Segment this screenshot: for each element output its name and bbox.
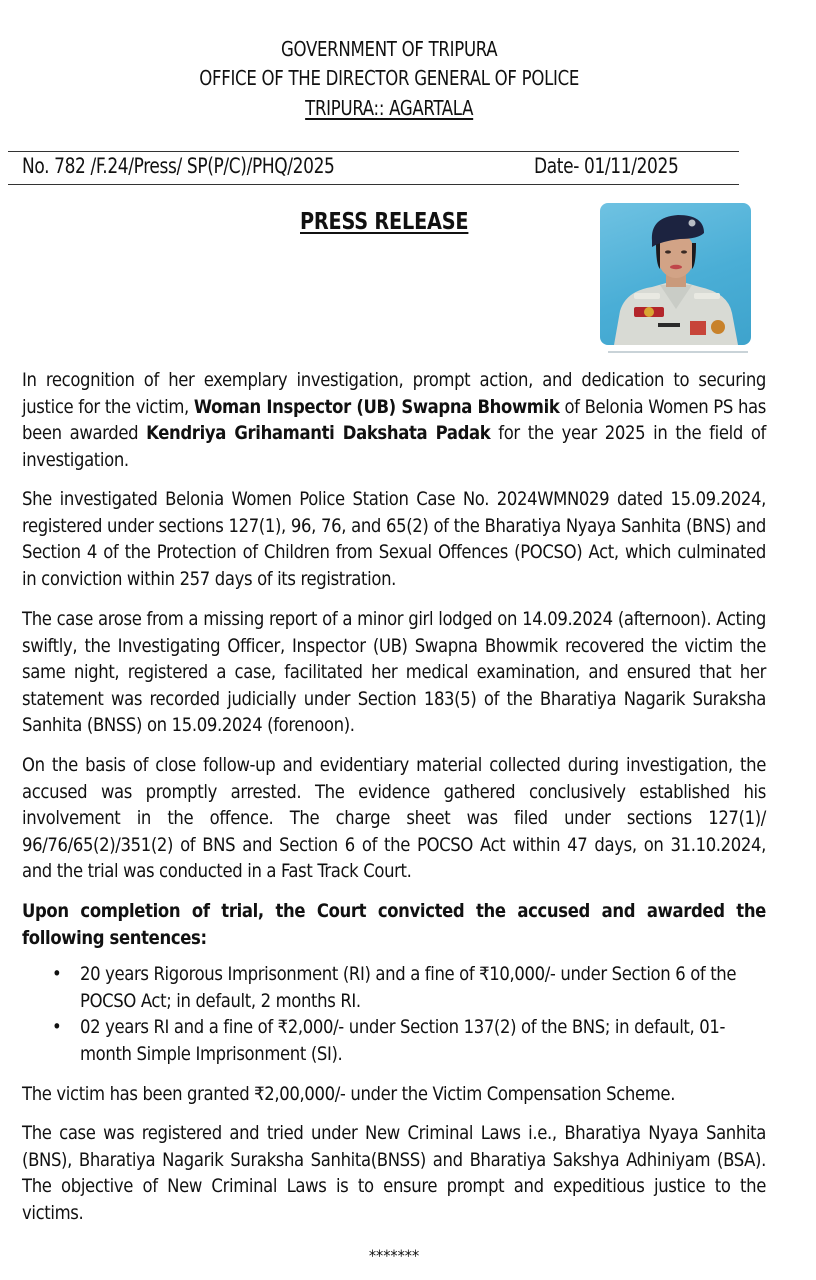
officer-photo xyxy=(600,203,753,355)
reference-number: No. 782 /F.24/Press/ SP(P/C)/PHQ/2025 xyxy=(22,154,335,178)
divider-bottom xyxy=(8,184,739,185)
divider-top xyxy=(8,151,739,152)
list-item: • 02 years RI and a fine of ₹2,000/- under Section 137(2) of the BNS; in default, 01-month Simple Imprisonment (SI). xyxy=(52,1017,726,1065)
officer-name: Woman Inspector (UB) Swapna Bhowmik xyxy=(193,396,560,418)
paragraph-case-details: She investigated Belonia Women Police Station Case No. 2024WMN029 dated 15.09.2024, registered under sections 127(1), 96, 76, and 65(2) of the Bharatiya Nyaya Sanhita (BNS) and Section 4 of the Protection of Children from Sexual Offences (POCSO) Act, which culminated in conviction within 257 days of its registration. xyxy=(22,489,766,590)
header-office: OFFICE OF THE DIRECTOR GENERAL OF POLICE xyxy=(199,66,580,90)
paragraph-case-origin: The case arose from a missing report of a minor girl lodged on 14.09.2024 (afternoon). Acting swiftly, the Investigating Officer, Inspector (UB) Swapna Bhowmik recovered the victim the same night, registered a case, facilitated her medical examination, and ensured that her statement was recorded judicially under Section 183(5) of the Bharatiya Nagarik Suraksha Sanhita (BNSS) on 15.09.2024 (forenoon). xyxy=(22,609,766,737)
reference-date: Date- 01/11/2025 xyxy=(534,154,679,178)
list-item: • 20 years Rigorous Imprisonment (RI) and a fine of ₹10,000/- under Section 6 of the POCSO Act; in default, 2 months RI. xyxy=(52,964,737,1012)
paragraph-investigation: On the basis of close follow-up and evidentiary material collected during investigation, the accused was promptly arrested. The evidence gathered conclusively established his involvement in the offence. The charge sheet was filed under sections 127(1)/ 96/76/65(2)/351(2) of BNS and Section 6 of the POCSO Act within 47 days, on 31.10.2024, and the trial was conducted in a Fast Track Court. xyxy=(22,755,766,883)
paragraph-recognition: In recognition of her exemplary investigation, prompt action, and dedication to securing justice for the victim, Woman Inspector (UB) Swapna Bhowmik of Belonia Women PS has been awarded Kendriya Grihamanti Dakshata Padak for the year 2025 in the field of investigation. xyxy=(22,370,766,471)
sentence-list xyxy=(22,962,766,1068)
end-marker: ******* xyxy=(368,1246,420,1265)
bullet-icon: • xyxy=(52,1017,62,1039)
header-location: TRIPURA:: AGARTALA xyxy=(305,96,474,120)
paragraph-conviction: Upon completion of trial, the Court convicted the accused and awarded the following sentences: xyxy=(22,901,766,949)
award-name: Kendriya Grihamanti Dakshata Padak xyxy=(146,423,491,445)
page-title: PRESS RELEASE xyxy=(300,209,469,235)
bullet-icon: • xyxy=(52,964,62,985)
header-government: GOVERNMENT OF TRIPURA xyxy=(280,37,498,61)
paragraph-compensation: The victim has been granted ₹2,00,000/- under the Victim Compensation Scheme. xyxy=(22,1084,676,1105)
photo-underline xyxy=(608,351,748,353)
officer-portrait-icon xyxy=(600,203,751,345)
officer-photo-image xyxy=(600,203,751,345)
paragraph-new-criminal-laws: The case was registered and tried under New Criminal Laws i.e., Bharatiya Nyaya Sanhita (BNS), Bharatiya Nagarik Suraksha Sanhita(BNSS) and Bharatiya Sakshya Adhiniyam (BSA). The objective of New Criminal Laws is to ensure prompt and expeditious justice to the victims. xyxy=(22,1123,766,1224)
